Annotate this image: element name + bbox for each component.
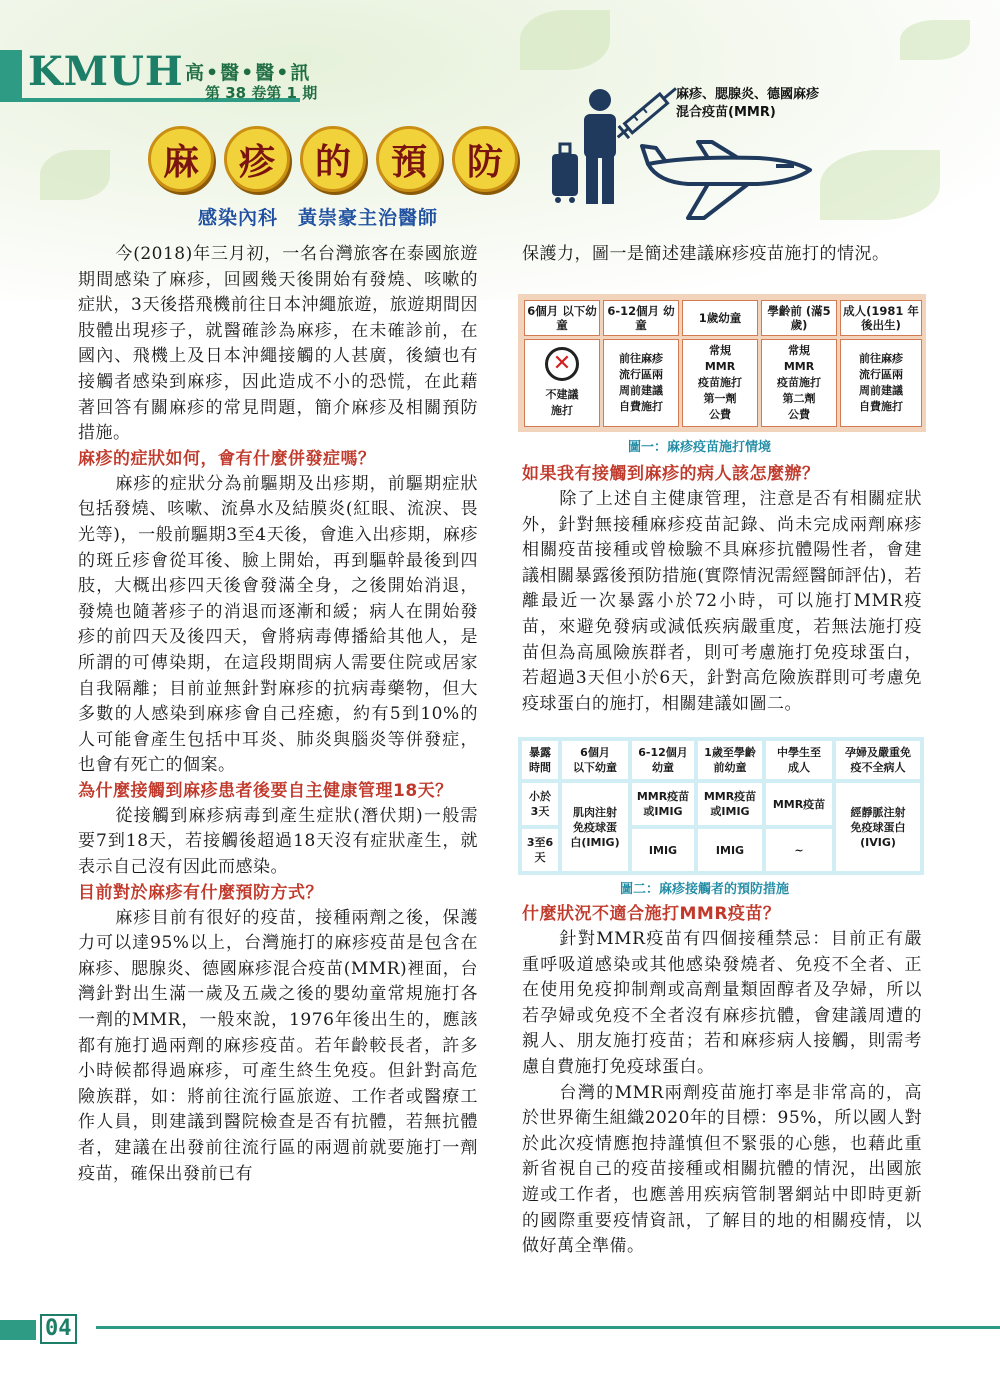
fig1-cell: 常規 MMR 疫苗施打 第二劑 公費 [761, 339, 837, 427]
section-heading: 如果我有接觸到麻疹的病人該怎麼辦？ [522, 464, 820, 484]
title-char: 疹 [224, 126, 290, 192]
author-byline: 感染內科 黃崇豪主治醫師 [198, 207, 439, 229]
header-band [0, 50, 22, 100]
fig2-row-label: 小於 3天 [522, 783, 558, 825]
fig1-header: 成人(1981 年後出生) [840, 300, 922, 336]
left-column [78, 242, 478, 1187]
fig2-cell: ~ [766, 829, 832, 871]
title-char: 的 [300, 126, 366, 192]
fig2-header: 6個月 以下幼童 [562, 741, 628, 779]
magazine-name: 高•醫•醫•訊 [185, 62, 312, 84]
paragraph: 除了上述自主健康管理，注意是否有相關症狀外，針對無接種麻疹疫苗記錄、尚未完成兩劑麻疹相關疫苗接種或曾檢驗不具麻疹抗體陽性者，會建議相關暴露後預防措施(實際情況需經醫師評估)，若離最近一次暴露小於72小時，可以施打MMR疫苗，來避免發病或減低疾病嚴重度，若無法施打疫苗但為高風險族群者，則可考慮施打免疫球蛋白，若超過3天但小於6天，針對高危險族群則可考慮免疫球蛋白的施打，相關建議如圖二。 [522, 489, 922, 714]
footer-rule [96, 1326, 1000, 1329]
kmuh-logo: KMUH [28, 48, 184, 95]
fig2-row-label: 3至6 天 [522, 829, 558, 871]
section-heading: 目前對於麻疹有什麼預防方式？ [78, 882, 323, 903]
fig1-cell: 常規 MMR 疫苗施打 第一劑 公費 [682, 339, 758, 427]
fig1-cell: 前往麻疹 流行區兩 周前建議 自費施打 [840, 339, 922, 427]
vaccine-label-line1: 麻疹、腮腺炎、德國麻疹 [676, 87, 820, 102]
travel-illustration [548, 86, 838, 226]
title-char: 麻 [148, 126, 214, 192]
fig2-cell: MMR疫苗 [766, 783, 832, 825]
fig2-header: 孕婦及嚴重免 疫不全病人 [836, 741, 920, 779]
paragraph: 今(2018)年三月初，一名台灣旅客在泰國旅遊期間感染了麻疹，回國幾天後開始有發燒、咳嗽的症狀，3天後搭飛機前往日本沖繩旅遊，旅遊期間因肢體出現疹子，就醫確診為麻疹，在未確診前，在國內、飛機上及日本沖繩接觸的人甚廣，後續也有接觸者感染到麻疹，因此造成不小的恐慌，在此藉著回答有關麻疹的常見問題，簡介麻疹及相關預防措施。 [78, 244, 478, 444]
fig2-cell-ivig: 經靜脈注射 免疫球蛋白 (IVIG) [836, 783, 920, 871]
fig1-header: 6-12個月 幼童 [603, 300, 679, 336]
title-char: 防 [452, 126, 518, 192]
figure-contact-prevention [518, 737, 924, 875]
leaf-decoration [40, 150, 110, 200]
fig1-cell: 前往麻疹 流行區兩 周前建議 自費施打 [603, 339, 679, 427]
paragraph: 從接觸到麻疹病毒到產生症狀(潛伏期)一般需要7到18天，若接觸後超過18天沒有症狀產生，就表示自己沒有因此而感染。 [78, 805, 478, 878]
right-column-bottom [522, 902, 922, 1260]
section-heading: 什麼狀況不適合施打MMR疫苗？ [522, 904, 781, 924]
fig2-cell-imig: 肌肉注射 免疫球蛋 白(IMIG) [562, 783, 628, 871]
paragraph: 麻疹的症狀分為前驅期及出疹期，前驅期症狀包括發燒、咳嗽、流鼻水及結膜炎(紅眼、流淚、畏光等)，一般前驅期3至4天後，會進入出疹期，麻疹的斑丘疹會從耳後、臉上開始，再到驅幹最後到四肢，大概出疹四天後會發滿全身，之後開始消退，發燒也隨著疹子的消退而逐漸和緩；病人在開始發疹的前四天及後四天，會將病毒傳播給其他人，是所謂的可傳染期，在這段期間病人需要住院或居家自我隔離；目前並無針對麻疹的抗病毒藥物，但大多數的人感染到麻疹會自己痊癒，約有5到10%的人可能會產生包括中耳炎、肺炎與腦炎等併發症，也會有死亡的個案。 [78, 473, 478, 776]
paragraph: 台灣的MMR兩劑疫苗施打率是非常高的，高於世界衛生組織2020年的目標：95%，所以國人對於此次疫情應抱持謹慎但不緊張的心態，也藉此重新省視自己的疫苗接種或相關抗體的情況，出國旅遊或工作者，也應善用疾病管制署網站中即時更新的國際重要疫情資訊，了解目的地的相關疫情，以做好萬全準備。 [522, 1082, 922, 1257]
fig1-cell-text: 不建議 施打 [545, 388, 579, 417]
figure2-caption: 圖二：麻疹接觸者的預防措施 [620, 882, 790, 897]
fig1-cell [524, 339, 600, 427]
leaf-decoration [520, 10, 610, 70]
page-number: 04 [40, 1314, 77, 1344]
article-title [148, 126, 518, 192]
paragraph: 保護力，圖一是簡述建議麻疹疫苗施打的情況。 [522, 244, 890, 264]
fig2-cell: IMIG [632, 829, 694, 871]
fig2-header: 中學生至 成人 [766, 741, 832, 779]
fig2-header: 6-12個月 幼童 [632, 741, 694, 779]
fig2-header: 1歲至學齡 前幼童 [698, 741, 762, 779]
fig1-header: 學齡前 (滿5歲) [761, 300, 837, 336]
fig2-header: 暴露 時間 [522, 741, 558, 779]
footer-band [0, 1320, 36, 1340]
no-icon: ✕ [545, 347, 579, 381]
figure-vaccine-schedule [518, 294, 926, 432]
fig1-header: 1歲幼童 [682, 300, 758, 336]
leaf-decoration [820, 150, 940, 220]
fig2-cell: MMR疫苗 或IMIG [632, 783, 694, 825]
fig1-header: 6個月 以下幼童 [524, 300, 600, 336]
section-heading: 麻疹的症狀如何，會有什麼併發症嗎？ [78, 448, 376, 469]
paragraph: 針對MMR疫苗有四個接種禁忌：目前正有嚴重呼吸道感染或其他感染發燒者、免疫不全者、正在使用免疫抑制劑或高劑量類固醇者及孕婦，所以若孕婦或免疫不全者沒有麻疹抗體，會建議周遭的親人、朋友施打疫苗；若和麻疹病人接觸，則需考慮自費施打免疫球蛋白。 [522, 929, 922, 1077]
issue-number: 第 38 卷第 1 期 [205, 84, 318, 102]
syringe-icon [613, 86, 682, 143]
right-column-intro [522, 242, 922, 268]
figure1-caption: 圖一：麻疹疫苗施打情境 [628, 440, 772, 455]
title-char: 預 [376, 126, 442, 192]
section-heading: 為什麼接觸到麻疹患者後要自主健康管理18天？ [78, 780, 453, 801]
vaccine-label-line2: 混合疫苗(MMR) [676, 105, 776, 120]
airplane-icon [642, 142, 810, 218]
leaf-decoration [900, 20, 970, 60]
traveler-icon [552, 89, 616, 204]
right-column-middle [522, 462, 922, 717]
fig2-cell: IMIG [698, 829, 762, 871]
fig2-cell: MMR疫苗 或IMIG [698, 783, 762, 825]
paragraph: 麻疹目前有很好的疫苗，接種兩劑之後，保護力可以達95%以上，台灣施打的麻疹疫苗是包含在麻疹、腮腺炎、德國麻疹混合疫苗(MMR)裡面，台灣針對出生滿一歲及五歲之後的嬰幼童常規施打各一劑的MMR，一般來說，1976年後出生的，應該都有施打過兩劑的麻疹疫苗。若年齡較長者，許多小時候都得過麻疹，可產生終生免疫。但針對高危險族群，如：將前往流行區旅遊、工作者或醫療工作人員，則建議到醫院檢查是否有抗體，若無抗體者，建議在出發前往流行區的兩週前就要施打一劑疫苗，確保出發前已有 [78, 907, 478, 1184]
